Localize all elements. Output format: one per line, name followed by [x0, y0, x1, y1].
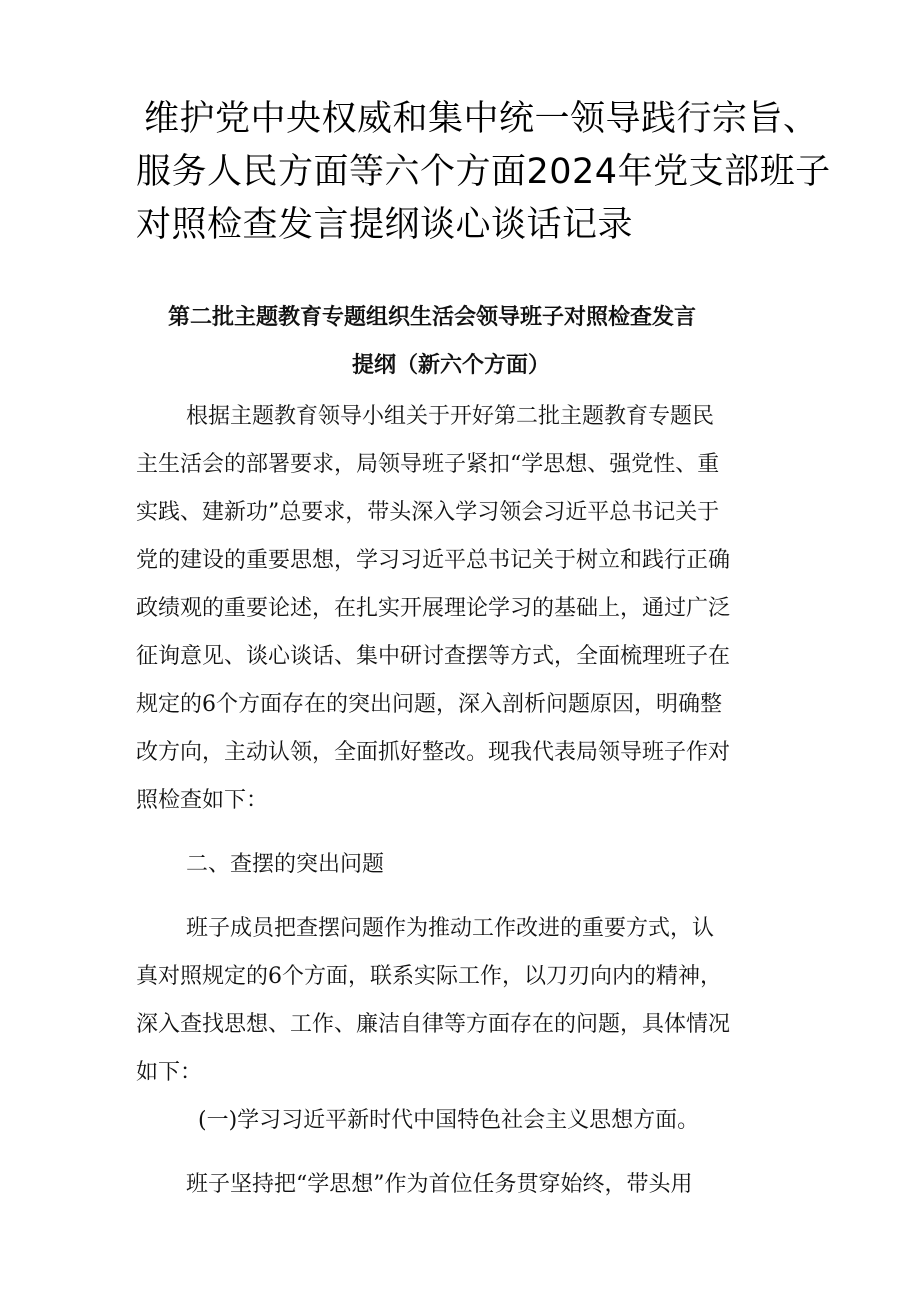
title-line-2: 服务人民方面等六个方面2024年党支部班子	[136, 152, 831, 192]
paragraph-line: 深入查找思想、工作、廉洁自律等方面存在的问题，具体情况	[136, 1012, 731, 1037]
paragraph-spacer	[136, 1145, 806, 1161]
paragraph-problems	[136, 905, 806, 1097]
paragraph-line: 如下：	[136, 1060, 203, 1085]
paragraph-spacer	[136, 825, 806, 841]
document-title	[136, 93, 836, 252]
paragraph-study	[136, 1161, 806, 1209]
paragraph-line: 照检查如下：	[136, 788, 269, 813]
paragraph-line: 班子成员把查摆问题作为推动工作改进的重要方式，认	[186, 916, 715, 941]
paragraph-line: 班子坚持把“学思想”作为首位任务贯穿始终，带头用	[186, 1172, 693, 1197]
paragraph-line: 征询意见、谈心谈话、集中研讨查摆等方式，全面梳理班子在	[136, 644, 731, 669]
paragraph-line: 政绩观的重要论述，在扎实开展理论学习的基础上，通过广泛	[136, 596, 731, 621]
section-heading: 二、查摆的突出问题	[186, 852, 385, 877]
subtitle-line-1: 第二批主题教育专题组织生活会领导班子对照检查发言	[168, 304, 697, 330]
paragraph-line: 主生活会的部署要求，局领导班子紧扣“学思想、强党性、重	[136, 452, 720, 477]
title-line-3: 对照检查发言提纲谈心谈话记录	[136, 205, 634, 245]
paragraph-line: 改方向，主动认领，全面抓好整改。现我代表局领导班子作对	[136, 740, 731, 765]
subsection-heading: (一)学习习近平新时代中国特色社会主义思想方面。	[198, 1108, 700, 1133]
document-subtitle	[136, 293, 796, 389]
paragraph-line: 实践、建新功”总要求，带头深入学习领会习近平总书记关于	[136, 500, 720, 525]
subtitle-line-2: 提纲（新六个方面）	[352, 352, 551, 378]
paragraph-spacer	[136, 889, 806, 905]
document-body	[136, 393, 806, 1209]
paragraph-line: 根据主题教育领导小组关于开好第二批主题教育专题民	[186, 404, 715, 429]
paragraph-line: 党的建设的重要思想，学习习近平总书记关于树立和践行正确	[136, 548, 731, 573]
paragraph-line: 真对照规定的6个方面，联系实际工作，以刀刃向内的精神，	[136, 964, 722, 989]
paragraph-intro	[136, 393, 806, 825]
title-line-1: 维护党中央权威和集中统一领导践行宗旨、	[144, 99, 819, 139]
paragraph-line: 规定的6个方面存在的突出问题，深入剖析问题原因，明确整	[136, 692, 722, 717]
